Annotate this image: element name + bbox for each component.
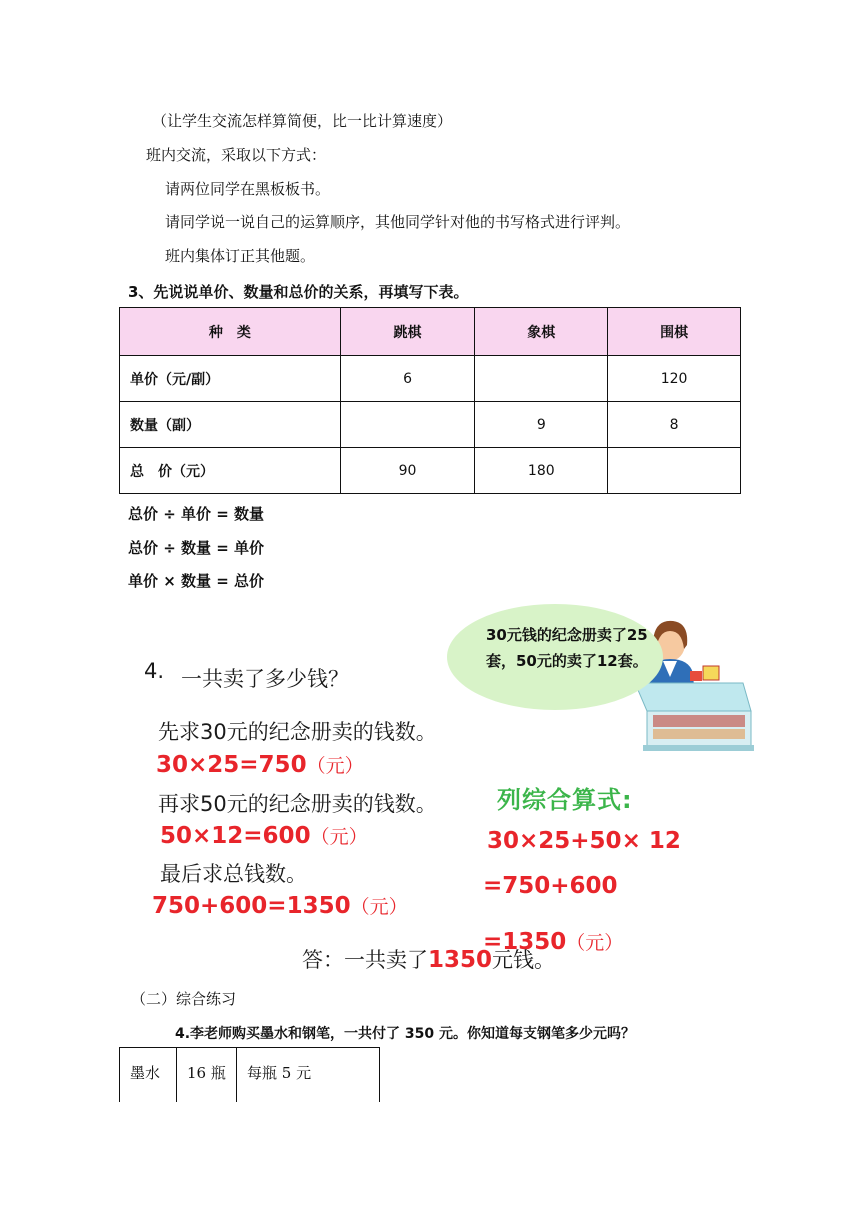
formula-1: 总价 ÷ 单价 = 数量 — [128, 505, 265, 523]
step3-calc-expression: 750+600=1350 — [152, 893, 351, 919]
formula-2: 总价 ÷ 数量 = 单价 — [128, 539, 265, 557]
step2-text: 再求50元的纪念册卖的钱数。 — [158, 792, 437, 816]
combined-line-2: =750+600 — [483, 873, 618, 899]
table-row — [120, 356, 741, 402]
step2-unit: （元） — [310, 826, 368, 848]
step3-unit: （元） — [350, 896, 408, 918]
example-question: 一共卖了多少钱？ — [181, 667, 349, 691]
table-cell — [340, 402, 475, 448]
intro-line-1: （让学生交流怎样算简便，比一比计算速度） — [152, 112, 453, 130]
intro-line-2: 班内交流，采取以下方式： — [146, 146, 327, 164]
speech-bubble-text: 30元钱的纪念册卖了25套，50元的卖了12套。 — [486, 626, 648, 670]
table-cell: 墨水 — [120, 1048, 177, 1102]
intro-line-4: 请同学说一说自己的运算顺序，其他同学针对他的书写格式进行评判。 — [165, 213, 631, 231]
combined-title: 列综合算式: — [497, 786, 633, 814]
row-label: 数量（副） — [120, 402, 341, 448]
formula-3: 单价 × 数量 = 总价 — [128, 572, 265, 590]
combined-result: =1350 — [483, 929, 567, 955]
step2-calc-expression: 50×12=600 — [160, 823, 311, 849]
section2-problem: 4.李老师购买墨水和钢笔，一共付了 350 元。你知道每支钢笔多少元吗？ — [175, 1026, 636, 1042]
table-cell: 9 — [475, 402, 608, 448]
table-cell: 8 — [608, 402, 741, 448]
step3-calc — [152, 892, 408, 919]
table-cell: 每瓶 5 元 — [247, 1064, 312, 1082]
combined-line-1: 30×25+50× 12 — [487, 828, 681, 854]
step1-calc — [156, 751, 364, 778]
answer-prefix: 答：一共卖了 — [302, 948, 428, 972]
row-label: 单价（元/副） — [120, 356, 341, 402]
answer-value: 1350 — [428, 947, 493, 973]
header-cell: 种 类 — [120, 308, 341, 356]
table-cell: 180 — [475, 448, 608, 494]
answer-line — [302, 944, 555, 974]
table-cell — [475, 356, 608, 402]
answer-suffix: 元钱。 — [492, 948, 556, 972]
supplies-table — [119, 1047, 380, 1102]
price-table — [119, 307, 741, 494]
intro-line-5: 班内集体订正其他题。 — [165, 247, 316, 265]
header-cell: 跳棋 — [340, 308, 475, 356]
table-cell: 90 — [340, 448, 475, 494]
example-number: 4. — [144, 659, 165, 683]
table-cell: 6 — [340, 356, 475, 402]
table-cell — [608, 448, 741, 494]
row-label: 总 价（元） — [120, 448, 341, 494]
step1-calc-expression: 30×25=750 — [156, 752, 307, 778]
table-cell: 16 瓶 — [177, 1048, 237, 1102]
section2-heading: （二）综合练习 — [131, 990, 237, 1008]
step3-text: 最后求总钱数。 — [160, 862, 307, 886]
header-cell: 围棋 — [608, 308, 741, 356]
table-row — [120, 402, 741, 448]
table-cell: 120 — [608, 356, 741, 402]
step2-calc — [160, 822, 368, 849]
table-row — [120, 448, 741, 494]
table-header-row — [120, 308, 741, 356]
step1-text: 先求30元的纪念册卖的钱数。 — [158, 720, 437, 744]
combined-unit: （元） — [566, 932, 624, 954]
header-cell: 象棋 — [475, 308, 608, 356]
section3-heading: 3、先说说单价、数量和总价的关系，再填写下表。 — [128, 283, 469, 301]
intro-line-3: 请两位同学在黑板板书。 — [165, 180, 331, 198]
step1-unit: （元） — [306, 755, 364, 777]
